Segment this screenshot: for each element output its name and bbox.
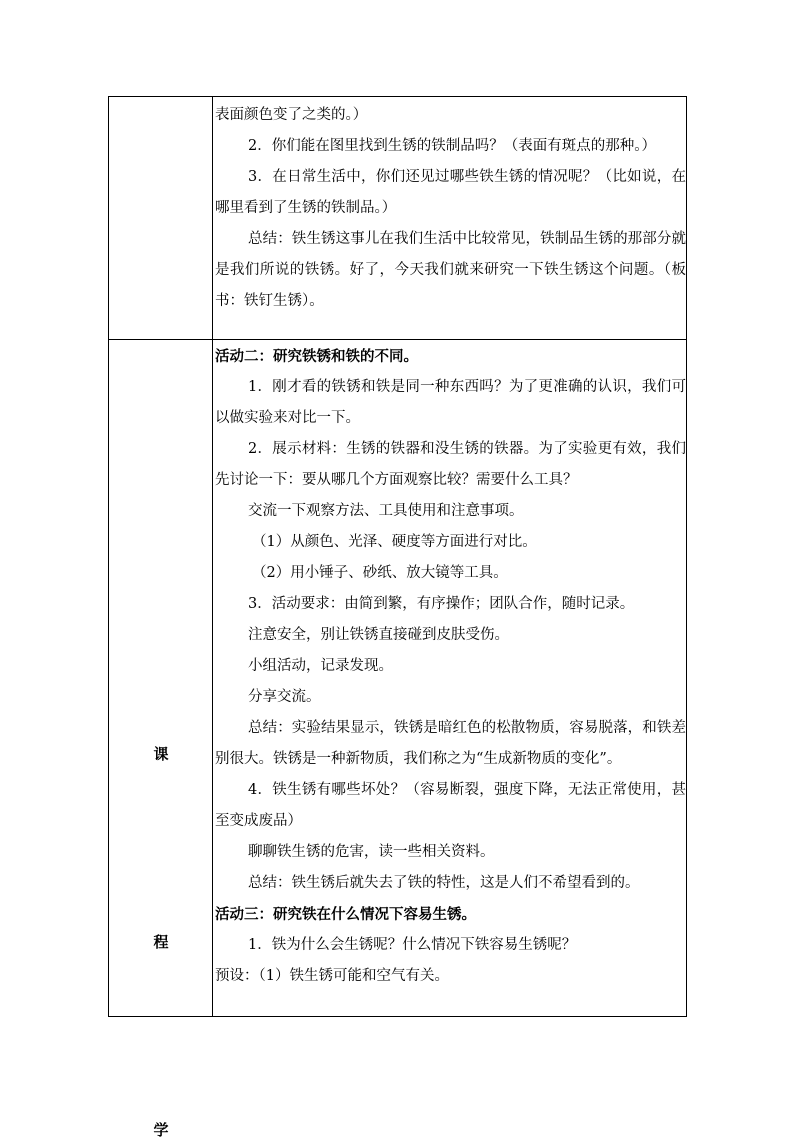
- a2-safety: 注意安全，别让铁锈直接碰到皮肤受伤。: [248, 627, 509, 643]
- activity2-title: 活动二：研究铁锈和铁的不同。: [215, 348, 418, 365]
- section-label-char: 程: [153, 933, 169, 951]
- a2-point-1: （1）从颜色、光泽、硬度等方面进行对比。: [252, 534, 537, 550]
- a2-summary-2: 总结：铁生锈后就失去了铁的特性，这是人们不希望看到的。: [248, 875, 640, 891]
- a2-chat: 聊聊铁生锈的危害，读一些相关资料。: [248, 844, 495, 860]
- section-label-cell: [109, 340, 213, 1139]
- top-line-3: 3．在日常生活中，你们还见过哪些铁生锈的情况呢？（比如说，在哪里看到了生锈的铁制品。）: [215, 169, 686, 216]
- a3-question-1: 1．铁为什么会生锈呢？什么情况下铁容易生锈呢？: [248, 937, 577, 953]
- a2-point-2: （2）用小锤子、砂纸、放大镜等工具。: [252, 565, 508, 581]
- a2-question-4: 4．铁生锈有哪些坏处？（容易断裂，强度下降，无法正常使用，甚至变成废品）: [215, 782, 686, 829]
- table-row: [109, 97, 687, 340]
- table-row: [109, 340, 687, 1017]
- a2-discuss: 交流一下观察方法、工具使用和注意事项。: [248, 503, 524, 519]
- content-cell-top: [213, 97, 687, 340]
- label-cell-empty: [109, 97, 213, 340]
- a2-summary: 总结：实验结果显示，铁锈是暗红色的松散物质，容易脱落，和铁差别很大。铁锈是一种新物质，我们称之为“生成新物质的变化”。: [215, 720, 686, 767]
- a2-share: 分享交流。: [248, 689, 321, 705]
- a2-question-2: 2．展示材料：生锈的铁器和没生锈的铁器。为了实验更有效，我们先讨论一下：要从哪几个方面观察比较？需要什么工具？: [215, 441, 686, 488]
- top-line-1: 表面颜色变了之类的。）: [215, 107, 368, 123]
- section-label-char: 课: [153, 745, 169, 763]
- activity3-title: 活动三：研究铁在什么情况下容易生锈。: [215, 906, 476, 923]
- top-line-2: 2．你们能在图里找到生锈的铁制品吗？（表面有斑点的那种。）: [248, 138, 656, 154]
- top-summary: 总结：铁生锈这事儿在我们生活中比较常见，铁制品生锈的那部分就是我们所说的铁锈。好了，今天我们就来研究一下铁生锈这个问题。（板书：铁钉生锈）。: [215, 231, 686, 309]
- a2-question-3: 3．活动要求：由简到繁，有序操作；团队合作，随时记录。: [248, 596, 635, 612]
- a2-group: 小组活动，记录发现。: [248, 658, 393, 674]
- section-label-char: 学: [153, 1121, 169, 1139]
- content-cell-main: [213, 340, 687, 1017]
- lesson-plan-table: [108, 96, 687, 1139]
- a3-hypothesis: 预设：（1）铁生锈可能和空气有关。: [215, 968, 449, 984]
- a2-question-1: 1．刚才看的铁锈和铁是同一种东西吗？为了更准确的认识，我们可以做实验来对比一下。: [215, 379, 686, 426]
